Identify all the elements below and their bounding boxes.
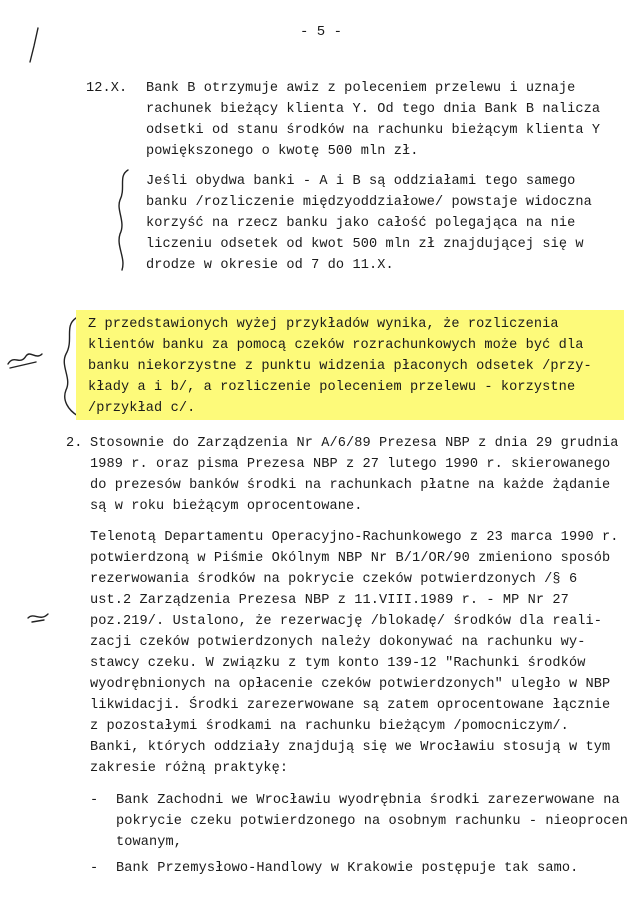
note-line: liczeniu odsetek od kwot 500 mln zł znajdującej się w [146, 237, 584, 252]
section-12x-line: rachunek bieżący klienta Y. Od tego dnia Bank B nalicza [146, 102, 601, 117]
note-line: Jeśli obydwa banki - A i B są oddziałami tego samego [146, 174, 576, 189]
section-2-label: 2. [66, 436, 83, 451]
highlighted-line: banku niekorzystne z punktu widzenia płaconych odsetek /przy- [88, 359, 592, 374]
highlighted-line: kłady a i b/, a rozliczenie poleceniem przelewu - korzystne [88, 380, 576, 395]
section-2-line: Stosownie do Zarządzenia Nr A/6/89 Prezesa NBP z dnia 29 grudnia [90, 436, 619, 451]
section-2-line: do prezesów banków środki na rachunkach płatne na każde żądanie [90, 478, 611, 493]
note-line: banku /rozliczenie międzyoddziałowe/ powstaje widoczna [146, 195, 592, 210]
section-2-paragraph-line: ust.2 Zarządzenia Prezesa NBP z 11.VIII.1989 r. - MP Nr 27 [90, 593, 569, 608]
section-2-paragraph-line: zakresie różną praktykę: [90, 761, 289, 776]
section-2-paragraph-line: rezerwowania środków na pokrycie czeków potwierdzonych /§ 6 [90, 572, 578, 587]
section-12x-label: 12.X. [86, 81, 128, 96]
section-2-paragraph-line: stawcy czeku. W związku z tym konto 139-12 "Rachunki środków [90, 656, 586, 671]
note-bracket-mark [112, 166, 132, 276]
section-12x-line: Bank B otrzymuje awiz z poleceniem przelewu i uznaje [146, 81, 576, 96]
section-2-paragraph-line: wyodrębnionych na opłacenie czeków potwierdzonych" uległo w NBP [90, 677, 611, 692]
note-line: drodze w okresie od 7 do 11.X. [146, 258, 394, 273]
bullet-line: pokrycie czeku potwierdzonego na osobnym rachunku - nieoprocen [116, 814, 628, 829]
margin-scribble-mark [6, 348, 46, 372]
bullet-line: Bank Przemysłowo-Handlowy w Krakowie postępuje tak samo. [116, 861, 579, 876]
bullet-line: towanym, [116, 835, 183, 850]
highlighted-line: /przykład c/. [88, 401, 196, 416]
section-12x-line: odsetki od stanu środków na rachunku bieżącym klienta Y [146, 123, 601, 138]
top-left-pen-mark [26, 26, 46, 66]
margin-tick-mark [26, 610, 50, 624]
section-2-line: 1989 r. oraz pisma Prezesa NBP z 27 lutego 1990 r. skierowanego [90, 457, 611, 472]
note-line: korzyść na rzecz banku jako całość polegająca na nie [146, 216, 576, 231]
section-2-paragraph-line: z pozostałymi środkami na rachunku bieżącym /pomocniczym/. [90, 719, 569, 734]
highlighted-line: Z przedstawionych wyżej przykładów wynika, że rozliczenia [88, 317, 559, 332]
page-number: - 5 - [300, 24, 343, 40]
section-12x-line: powiększonego o kwotę 500 mln zł. [146, 144, 419, 159]
section-2-line: są w roku bieżącym oprocentowane. [90, 499, 363, 514]
section-2-paragraph-line: poz.219/. Ustalono, że rezerwację /blokadę/ środków dla reali- [90, 614, 602, 629]
section-2-paragraph-line: Banki, których oddziały znajdują się we Wrocławiu stosują w tym [90, 740, 611, 755]
highlighted-line: klientów banku za pomocą czeków rozrachunkowych może być dla [88, 338, 584, 353]
bullet-dash: - [90, 861, 99, 876]
section-2-paragraph-line: potwierdzoną w Piśmie Okólnym NBP Nr B/1/OR/90 zmieniono sposób [90, 551, 611, 566]
section-2-paragraph-line: Telenotą Departamentu Operacyjno-Rachunkowego z 23 marca 1990 r. [90, 530, 619, 545]
bullet-line: Bank Zachodni we Wrocławiu wyodrębnia środki zarezerwowane na [116, 793, 620, 808]
bullet-dash: - [90, 793, 99, 808]
section-2-paragraph-line: likwidacji. Środki zarezerwowane są zatem oprocentowane łącznie [90, 698, 611, 713]
section-2-paragraph-line: zacji czeków potwierdzonych należy dokonywać na rachunku wy- [90, 635, 586, 650]
